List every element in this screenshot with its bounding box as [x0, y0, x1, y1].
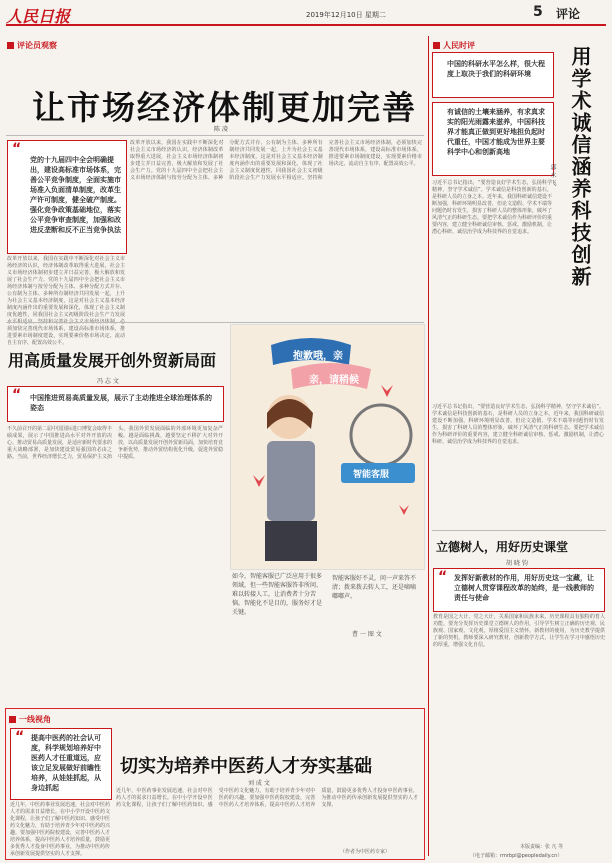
right-quote-box-2	[432, 102, 554, 176]
section-name: 评论	[556, 7, 581, 21]
masthead	[6, 4, 606, 26]
bottom-left-headline: 切实为培养中医药人才夯实基础	[120, 756, 372, 777]
right-body-a: 习近平总书记指出，“要营造良好学术生态，弘扬科学精神，坚守学术诚信”。学术诚信是科技创新的基石，是科研人员的立身之本。近年来，我国科研诚信建设不断加强，科研环境明显改善，但论文造假、学术不端等问题仍时有发生，损害了科研人员的整体形象，破坏了风清气正的科研生态。要把学术诚信作为科研评价的重要内容，建立健全科研诚信审核、惩戒、激励机制，让潜心科研、诚信治学成为科技界的自觉追求。	[432, 180, 553, 235]
top-body-col1: 改革开放以来，我国在实践中不断深化对社会主义市场经济的认识，经济体制改革取得重大进展，社会主义市场经济体制初步建立并日益完善，极大解放和发展了社会生产力。党的十九届四中全会把社会主义市场经济体制与按劳分配为主体、多种分配方式并存、公有制为主体、多种所有制经济共同发展一起，上升为社会主义基本经济制度，这是对社会主义基本经济制度内涵作出的重要发展和深化，体现了社会主义制度优越性，同我国社会主义初级阶段社会生产力发展 须加快完善现代市场体系，建设高标准市场体系，推进要素市场制度建设，实现要素价格市场决定、流动自主有序、配置高效公平。	[7, 256, 125, 346]
top-headline: 让市场经济体制更加完善	[32, 88, 417, 127]
quote-mark-icon: “	[12, 141, 22, 157]
quote-mark-icon: “	[438, 569, 448, 585]
top-byline: 陈 凌	[214, 126, 228, 133]
mid-byline: 冯 志 文	[97, 378, 119, 385]
mid-lead-quote: 中国推进贸易高质量发展，展示了主动推进全球治理体系的姿态	[30, 394, 212, 412]
bottom-right-headline: 立德树人，用好历史课堂	[436, 540, 569, 554]
right-quote-2: 有诚信的土壤来涵养，有求真求实的阳光雨露来滋养，中国科技界才能真正做到更好地担负起时代重任，中国才能成为世界主要科学中心和创新高地	[447, 108, 545, 156]
cartoon-verse: 智能客服好不灵，问一声来答不清；拨来拨去转人工，还是嘀嘀嘟嘟声。	[332, 575, 417, 600]
cartoon-credit: 曹 一 图 文	[352, 631, 382, 638]
bubble-text-2: 亲，请稍候	[309, 375, 359, 386]
editor-email: （电子邮箱：rmrbpl@peopledaily.cn）	[470, 853, 563, 859]
bottom-right-quote: 发挥好新教材的作用，用好历史这一宝藏，让立德树人贯穿课程改革的始终，是一线教师的责任与使命	[454, 574, 594, 602]
bottom-left-author-note: （作者为中医药专家）	[340, 849, 391, 855]
right-byline: 郭 永 飞	[549, 164, 556, 186]
right-quote-box-1	[432, 52, 554, 98]
quote-mark-icon: “	[15, 729, 25, 745]
divider-line	[432, 530, 606, 531]
column-tag-observation: 评论员观察	[7, 40, 57, 51]
divider-line	[6, 135, 424, 136]
page-number: 5	[533, 4, 543, 20]
mid-lead-quote-box	[7, 386, 224, 422]
bottom-left-quote: 提高中医药的社会认可度，科学规划培养好中医药人才任重道远，应该立足发展做好前瞻性培养，从娃娃抓起，从身边抓起	[31, 734, 101, 792]
bottom-left-body-a: 近几年，中医药事业发展迅速，社会对中医药人才的需求日益增长。在中小学开设中医药文化课程，让孩子们了解中医药知识、感受中医药文化魅力，有助于培养青少年对中医药的兴趣。要加强中医药院校建设，完善中医药人才培养体系，提高中医药人才培养质量，鼓励更多优秀人才投身中医药事业，为推动中医药传承创新发展提供坚实的人才支撑。	[10, 802, 111, 857]
cartoon-caption: 如今，智能客服已广泛应用于很多领域，但一些智能客服答非所问、难以转接人工，让消费者十分苦恼。智能化不是目的，服务好才是关键。	[232, 573, 323, 616]
bottom-left-body-b: 近几年，中医药事业发展迅速，社会对中医药人才的需求日益增长。在中小学开设中医药文化课程，让孩子们了解中医药知识、感受中医药文化魅力，有助于培养青少年对中医药的兴趣。要加强中医药院校建设，完善中医药人才培养体系，提高中医药人才培养质量，鼓励更多优秀人才投身中医药事业，为推动中医药传承创新发展提供坚实的人才支撑。	[116, 788, 418, 808]
right-vertical-headline: 用学术诚信涵养科技创新	[568, 46, 592, 288]
bottom-right-byline: 胡 晓 钧	[506, 560, 528, 567]
bottom-right-body: 教育是国之大计、党之大计，关系国家和民族未来。历史课程具有独特的育人功能，要充分发挥历史课堂立德树人的作用，引导学生树立正确的历史观、民族观、国家观、文化观，厚植爱国主义情怀。新教材的使用，为历史教学提供了新的契机，教师要深入研究教材，创新教学方式，让学生在学习中感悟历史的厚重，增强文化自信。	[433, 614, 605, 648]
divider-line	[6, 322, 424, 323]
editor-credit: 本版责编：张 凡 等	[520, 844, 564, 850]
top-lead-quote-box	[7, 140, 127, 254]
right-quote-1: 中国的科研水平怎么样，很大程度上取决于我们的科研环境	[447, 60, 545, 78]
right-body-b: 习近平总书记指出，“要营造良好学术生态，弘扬科学精神，坚守学术诚信”。学术诚信是科技创新的基石，是科研人员的立身之本。近年来，我国科研诚信建设不断加强，科研环境明显改善，但论文造假、学术不端等问题仍时有发生，损害了科研人员的整体形象，破坏了风清气正的科研生态。要把学术诚信作为科研评价的重要内容，建立健全科研诚信审核、惩戒、激励机制，让潜心科研、诚信治学成为科技界的自觉追求。	[432, 404, 604, 445]
bottom-right-quote-box	[433, 568, 605, 612]
issue-date: 2019年12月10日 星期二	[306, 11, 386, 19]
quote-mark-icon: “	[12, 387, 22, 403]
column-tag-frontline: 一线视角	[9, 714, 51, 725]
newspaper-logo: 人民日报	[6, 7, 71, 26]
top-body-cols: 改革开放以来，我国在实践中不断深化对社会主义市场经济的认识，经济体制改革取得重大进展，社会主义市场经济体制初步建立并日益完善，极大解放和发展了社会生产力。党的十九届四中全会把社会主义市场经济体制与按劳分配为主体、多种分配方式并存、公有制为主体、多种所有制经济共同发展一起，上升为社会主义基本经济制度，这是对社会主义基本经济制度内涵作出的重要发展和深化，体现了社会主义制度优越性，同我国社会主义初级阶段社会生产力发展水平相适应。坚持和完善社会主义市场经济体制，必须加快完善现代市场体系，建设高标准市场体系，推进要素市场制度建设，实现要素价格市场决定、流动自主有序、配置高效公平。	[130, 140, 422, 181]
column-separator	[428, 36, 429, 856]
mid-body: 不久前召开的第二届中国国际进口博览会取得丰硕成果，展示了中国推进高水平对外开放的决心。推动贸易高质量发展，是适应新时代要求的重大战略部署，是加快建设贸易强国的必由之路。当前，世界经济增长乏力，贸易保护主义抬头，我国外贸发展面临的外部环境更加复杂严峻。越是面临挑战，越要坚定不移扩大对外开放，以高质量发展开创外贸新局面，加快培育竞争新优势，推动外贸结构优化升级，促进外贸稳中提质。	[7, 426, 224, 460]
top-lead-quote: 党的十九届四中全会明确提出，建设高标准市场体系，完善公平竞争制度，全面实施市场准入负面清单制度，改革生产许可制度，健全破产制度。强化竞争政策基础地位，落实公平竞争审查制度，加强和改进反垄断和反不正当竞争执法	[30, 156, 121, 234]
bottom-left-byline: 刘 成 文	[248, 780, 270, 787]
bottom-left-quote-box	[10, 728, 112, 800]
mid-headline: 用高质量发展开创外贸新局面	[8, 351, 217, 370]
column-tag-commentary: 人民时评	[433, 40, 475, 51]
cartoon-illustration	[230, 324, 425, 570]
device-label: 智能客服	[353, 470, 390, 480]
bubble-text-1: 抱歉哦，亲	[293, 351, 343, 362]
